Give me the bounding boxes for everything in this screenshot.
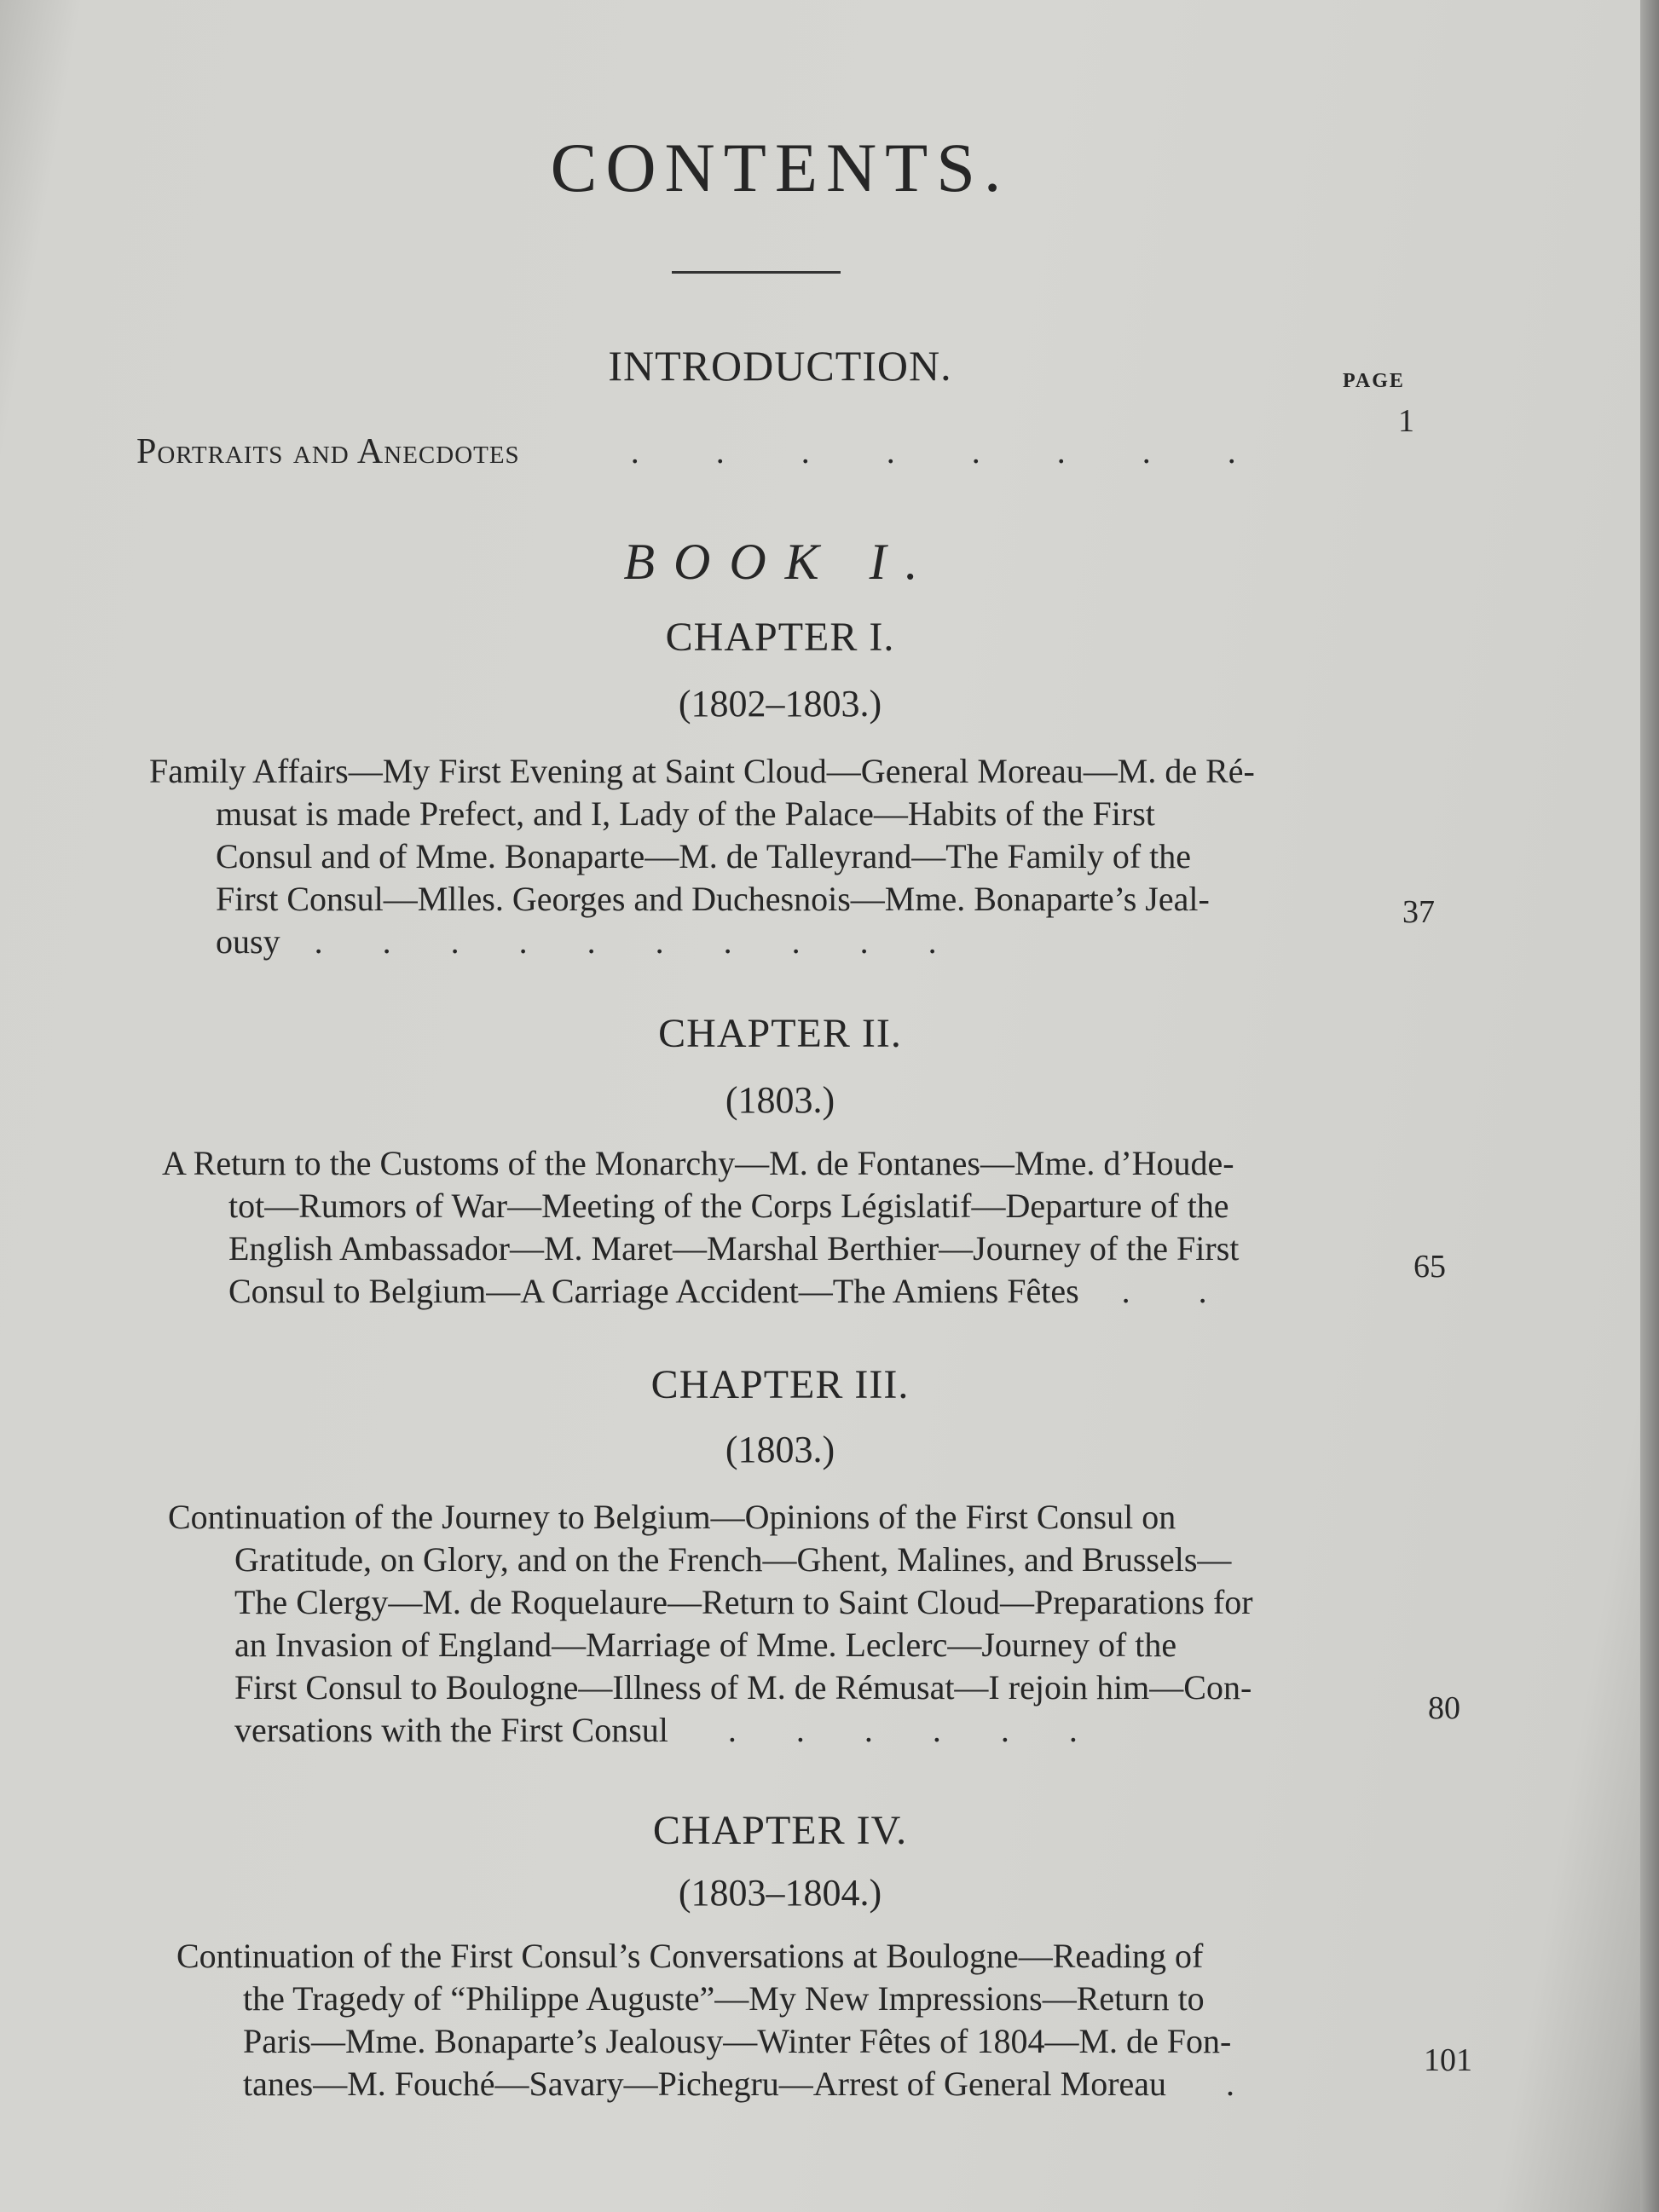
- introduction-page-number: 1: [1398, 403, 1414, 439]
- leader-dots: . . . . . . . . . .: [280, 922, 937, 961]
- entry-line: The Clergy—M. de Roquelaure—Return to Saint Cloud—Preparations for: [234, 1583, 1253, 1621]
- contents-title: CONTENTS.: [550, 129, 1010, 206]
- entry-line: First Consul to Boulogne—Illness of M. de Rémusat—I rejoin him—Con-: [234, 1668, 1252, 1707]
- entry-line: Continuation of the Journey to Belgium—Opinions of the First Consul on: [168, 1498, 1176, 1536]
- chapter-page-number: 65: [1413, 1249, 1446, 1285]
- introduction-heading: INTRODUCTION.: [608, 342, 952, 390]
- entry-line: Paris—Mme. Bonaparte’s Jealousy—Winter Fêtes of 1804—M. de Fon-: [243, 2022, 1232, 2060]
- entry-line: Gratitude, on Glory, and on the French—Ghent, Malines, and Brussels—: [234, 1540, 1232, 1579]
- entry-line: English Ambassador—M. Maret—Marshal Berthier—Journey of the First: [228, 1229, 1240, 1268]
- leader-dots: . .: [1078, 1272, 1207, 1310]
- entry-line: Family Affairs—My First Evening at Saint Cloud—General Moreau—M. de Ré-: [149, 752, 1255, 790]
- chapter-entry: [149, 750, 1255, 963]
- chapter-heading: CHAPTER III.: [650, 1362, 910, 1407]
- title-rule: [672, 271, 841, 274]
- page-column-label: PAGE: [1343, 370, 1405, 392]
- entry-line: ousy: [216, 922, 280, 961]
- chapter-heading: CHAPTER II.: [658, 1011, 902, 1056]
- chapter-page-number: 37: [1402, 894, 1435, 930]
- entry-line: musat is made Prefect, and I, Lady of the Palace—Habits of the First: [216, 794, 1155, 833]
- entry-line: First Consul—Mlles. Georges and Duchesnois—Mme. Bonaparte’s Jeal-: [216, 880, 1210, 918]
- entry-line: tanes—M. Fouché—Savary—Pichegru—Arrest of General Moreau: [243, 2065, 1167, 2103]
- chapter-heading: CHAPTER I.: [665, 615, 895, 660]
- entry-line: Consul and of Mme. Bonaparte—M. de Talleyrand—The Family of the: [216, 837, 1192, 875]
- chapter-years: (1803.): [725, 1429, 835, 1470]
- chapter-entry: [168, 1496, 1253, 1752]
- chapter-heading: CHAPTER IV.: [652, 1808, 908, 1853]
- entry-line: the Tragedy of “Philippe Auguste”—My New Impressions—Return to: [243, 1979, 1205, 2018]
- leader-dots: .: [1166, 2065, 1235, 2103]
- entry-line: versations with the First Consul: [234, 1711, 668, 1749]
- leader-dots: . . . . . .: [668, 1711, 1078, 1749]
- introduction-entry-text: Portraits and Anecdotes: [136, 432, 520, 471]
- entry-line: Continuation of the First Consul’s Conversations at Boulogne—Reading of: [176, 1937, 1204, 1975]
- entry-line: Consul to Belgium—A Carriage Accident—The Amiens Fêtes: [228, 1272, 1079, 1310]
- chapter-years: (1803.): [725, 1079, 835, 1121]
- chapter-page-number: 101: [1424, 2042, 1472, 2078]
- chapter-years: (1803–1804.): [678, 1872, 882, 1914]
- introduction-entry: [136, 430, 1236, 473]
- entry-line: A Return to the Customs of the Monarchy—M. de Fontanes—Mme. d’Houde-: [162, 1144, 1234, 1182]
- entry-line: an Invasion of England—Marriage of Mme. Leclerc—Journey of the: [234, 1626, 1177, 1664]
- entry-line: tot—Rumors of War—Meeting of the Corps Législatif—Departure of the: [228, 1187, 1229, 1225]
- chapter-entry: [176, 1935, 1234, 2105]
- leader-dots: . . . . . . . .: [519, 432, 1236, 471]
- chapter-page-number: 80: [1428, 1690, 1460, 1726]
- chapter-entry: [162, 1142, 1239, 1313]
- page-edge-shadow: [1640, 0, 1659, 2212]
- chapter-years: (1802–1803.): [678, 683, 882, 725]
- book-heading: BOOK I.: [623, 534, 937, 590]
